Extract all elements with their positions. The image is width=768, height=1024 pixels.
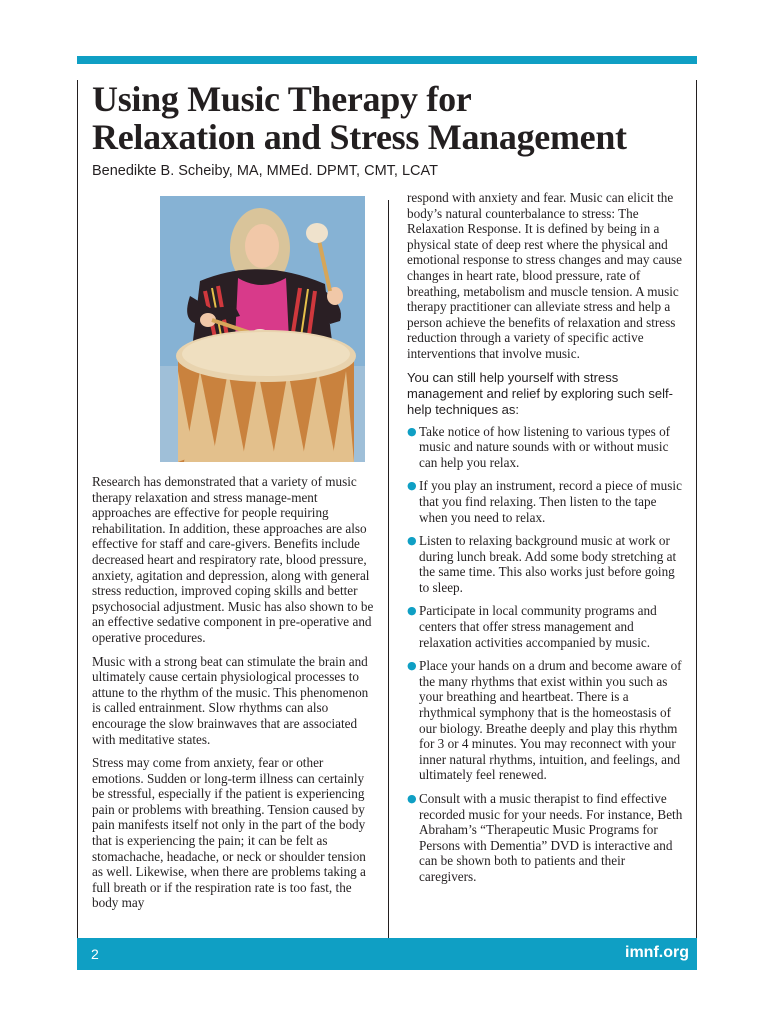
- paragraph-relaxation-response: respond with anxiety and fear. Music can elicit the body’s natural counterbalance to stress: The Relaxation Response. It is defined by being in a physical state of deep rest where the physical and emotional response to stress changes and may cause changes in heart rate, blood pressure, rate of breathing, metabolism and muscle tension. A music therapy practitioner can alleviate stress and help a person achieve the benefits of relaxation and stress reduction through a variety of specific active interventions that involve music.: [407, 190, 683, 361]
- right-column: [407, 190, 683, 893]
- column-divider: [388, 200, 389, 938]
- list-item-text: Take notice of how listening to various types of music and nature sounds with or without music can help you relax.: [419, 423, 671, 470]
- article-title: [92, 80, 692, 156]
- list-item: [407, 791, 683, 885]
- page-number: 2: [91, 946, 99, 962]
- bullet-icon: ●: [407, 424, 417, 438]
- therapist-drum-photo: [160, 196, 365, 462]
- bullet-icon: ●: [407, 659, 417, 673]
- bullet-icon: ●: [407, 534, 417, 548]
- paragraph-research: Research has demonstrated that a variety of music therapy relaxation and stress manage-ment approaches are effective for people requiring rehabilitation. In addition, these approaches are also effective for staff and care-givers. Benefits include decreased heart and respiratory rate, blood pressure, anxiety, agitation and depression, along with general stress reduction, improved coping skills and better psychosocial adjustment. Music has also shown to be an effective sedative component in pre-operative and operative procedures.: [92, 474, 374, 645]
- bullet-icon: ●: [407, 604, 417, 618]
- title-line-2: Relaxation and Stress Management: [92, 117, 627, 157]
- list-item-text: Consult with a music therapist to find effective recorded music for your needs. For instance, Beth Abraham’s “Therapeutic Music Programs for Persons with Dementia” DVD is interactive and can be shown both to patients and their caregivers.: [419, 791, 683, 884]
- right-border-rule: [696, 80, 697, 940]
- bullet-icon: ●: [407, 479, 417, 493]
- paragraph-stress: Stress may come from anxiety, fear or other emotions. Sudden or long-term illness can certainly be stressful, especially if the patient is experiencing pain or problems with breathing. Tension caused by pain manifests itself not only in the part of the body that is experiencing the pain; it can be felt as stomachache, headache, or neck or shoulder tension as well. Likewise, when there are problems taking a full breath or if the respiration rate is too fast, the body may: [92, 755, 366, 911]
- left-border-rule: [77, 80, 78, 940]
- left-column: [92, 474, 374, 919]
- footer-bar: [77, 938, 697, 970]
- list-item: [407, 478, 683, 525]
- list-item-text: Listen to relaxing background music at work or during lunch break. Add some body stretching at the same time. This also works just before going to sleep.: [419, 533, 677, 595]
- list-item-text: Place your hands on a drum and become aware of the many rhythms that exist within you such as your breathing and heartbeat. There is a rhythmical symphony that is the homeostasis of our biology. Breathe deeply and play this rhythm for 3 or 4 minutes. You may reconnect with your inner natural rhythms, intuition, and feelings, and ultimately feel renewed.: [419, 658, 682, 783]
- site-url: imnf.org: [625, 944, 689, 961]
- list-item-text: Participate in local community programs and centers that offer stress management and relaxation activities accompanied by music.: [419, 603, 657, 650]
- paragraph-entrainment: Music with a strong beat can stimulate the brain and ultimately cause certain physiological processes to attune to the rhythm of the music. This phenomenon is called entrainment. Slow rhythms can also encourage the slow brainwaves that are associated with meditative states.: [92, 653, 369, 747]
- list-item: [407, 533, 683, 595]
- list-item: [407, 603, 683, 650]
- author-byline: Benedikte B. Scheiby, MA, MMEd. DPMT, CMT, LCAT: [92, 163, 438, 179]
- bullet-icon: ●: [407, 792, 417, 805]
- title-line-1: Using Music Therapy for: [92, 79, 472, 119]
- self-help-list: [407, 424, 683, 885]
- top-accent-bar: [77, 56, 697, 64]
- photo-illustration: [160, 196, 365, 462]
- self-help-subheading: You can still help yourself with stress management and relief by exploring such self-help techniques as:: [407, 369, 673, 417]
- list-item: [407, 424, 683, 471]
- list-item-text: If you play an instrument, record a piece of music that you find relaxing. Then listen to the tape when you need to relax.: [419, 478, 682, 525]
- list-item: [407, 658, 683, 783]
